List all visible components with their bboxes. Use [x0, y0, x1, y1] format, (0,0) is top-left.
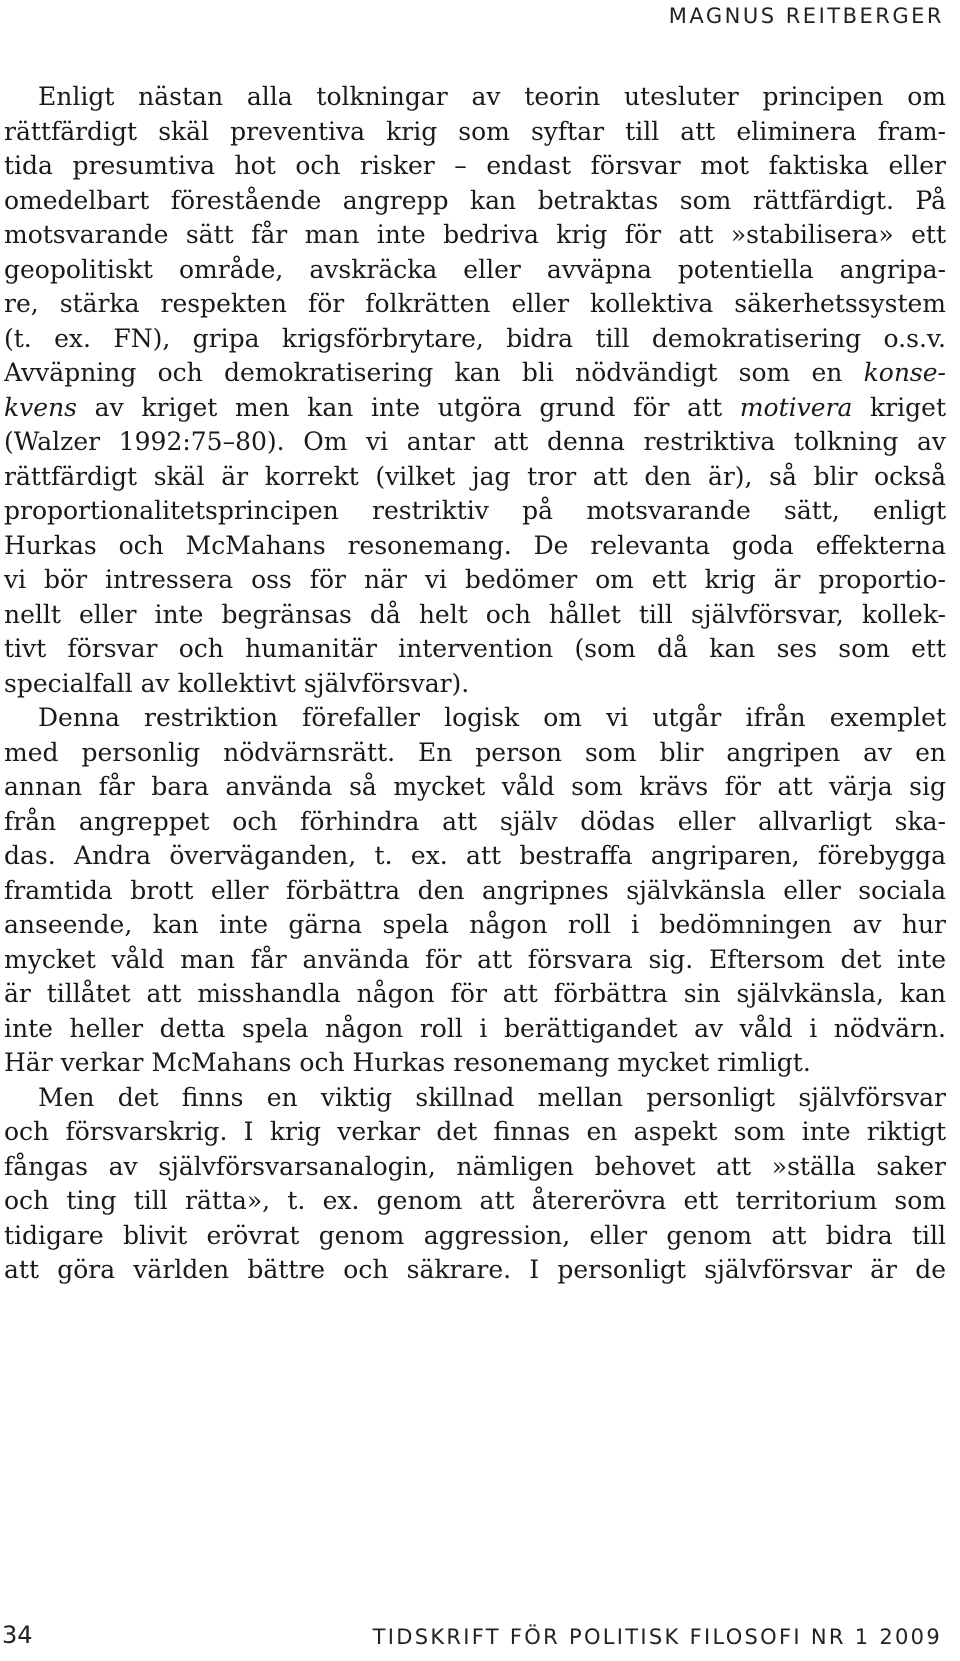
emphasis: kvens — [4, 392, 77, 422]
text-run: re, stärka respekten för folkrätten eller kollektiva säkerhetssystem — [4, 289, 946, 318]
text-run: framtida brott eller förbättra den angripnes självkänsla eller sociala — [4, 875, 946, 905]
text-line — [4, 1115, 946, 1150]
running-head-author: MAGNUS REITBERGER — [668, 4, 944, 28]
text-run: mycket våld man får använda för att försvara sig. Eftersom det inte — [4, 944, 946, 974]
text-run: Enligt nästan alla tolkningar av teorin utesluter principen om — [38, 82, 946, 111]
text-run: das. Andra överväganden, t. ex. att bestraffa angriparen, förebygga — [4, 841, 946, 870]
text-line — [4, 460, 946, 495]
body-text — [4, 80, 946, 1288]
text-run: och försvarskrig. I krig verkar det finnas en aspekt som inte riktigt — [4, 1117, 946, 1146]
text-run: nellt eller inte begränsas då helt och hållet till självförsvar, kollek- — [4, 599, 946, 629]
text-line — [4, 529, 946, 564]
text-line — [4, 874, 946, 909]
text-run: motsvarande sätt får man inte bedriva krig för att »stabilisera» ett — [4, 220, 946, 249]
text-line — [4, 770, 946, 805]
text-line — [4, 805, 946, 840]
text-line — [4, 494, 946, 529]
text-line — [4, 149, 946, 184]
text-line — [4, 356, 946, 391]
text-run: inte heller detta spela någon roll i berättigandet av våld i nödvärn. — [4, 1013, 946, 1043]
text-run: omedelbart förestående angrepp kan betraktas som rättfärdigt. På — [4, 185, 946, 215]
text-run: anseende, kan inte gärna spela någon roll i bedömningen av hur — [4, 910, 946, 939]
text-line — [4, 218, 946, 253]
text-run: proportionalitetsprincipen restriktiv på motsvarande sätt, enligt — [4, 496, 946, 525]
text-run: tidigare blivit erövrat genom aggression, eller genom att bidra till — [4, 1220, 946, 1250]
page-number: 34 — [2, 1621, 33, 1649]
text-line — [4, 632, 946, 667]
text-line — [4, 977, 946, 1012]
text-line — [4, 184, 946, 219]
text-line — [4, 1012, 946, 1047]
text-run: är tillåtet att misshandla någon för att förbättra sin självkänsla, kan — [4, 979, 946, 1008]
text-run: rättfärdigt skäl är korrekt (vilket jag tror att den är), så blir också — [4, 461, 946, 491]
text-run: Men det finns en viktig skillnad mellan personligt självförsvar — [38, 1082, 946, 1112]
text-line — [4, 425, 946, 460]
text-run: tida presumtiva hot och risker – endast försvar mot faktiska eller — [4, 151, 946, 180]
text-line — [4, 115, 946, 150]
text-run: rättfärdigt skäl preventiva krig som syftar till att eliminera fram- — [4, 116, 946, 146]
text-line — [4, 667, 946, 702]
text-run: fångas av självförsvarsanalogin, nämligen behovet att »ställa saker — [4, 1151, 946, 1181]
text-line — [4, 908, 946, 943]
text-run: från angreppet och förhindra att själv dödas eller allvarligt ska- — [4, 806, 946, 836]
text-run: och ting till rätta», t. ex. genom att återerövra ett territorium som — [4, 1186, 946, 1215]
text-run: (t. ex. FN), gripa krigsförbrytare, bidra till demokratisering o.s.v. — [4, 323, 946, 353]
emphasis: motivera — [739, 392, 853, 422]
text-run: vi bör intressera oss för när vi bedömer om ett krig är proportio- — [4, 565, 946, 594]
text-line — [4, 736, 946, 771]
text-run: (Walzer 1992:75–80). Om vi antar att denna restriktiva tolkning av — [4, 427, 946, 456]
text-line — [4, 1219, 946, 1254]
text-run: geopolitiskt område, avskräcka eller avväpna potentiella angripa- — [4, 254, 946, 284]
text-line — [4, 701, 946, 736]
text-line — [4, 253, 946, 288]
text-line — [4, 80, 946, 115]
text-run: Hurkas och McMahans resonemang. De relevanta goda effekterna — [4, 530, 946, 560]
text-line — [4, 391, 946, 426]
journal-title: TIDSKRIFT FÖR POLITISK FILOSOFI NR 1 2009 — [372, 1625, 942, 1649]
text-line — [4, 322, 946, 357]
text-run: tivt försvar och humanitär intervention (som då kan ses som ett — [4, 634, 946, 663]
text-line — [4, 943, 946, 978]
text-run: specialfall av kollektivt självförsvar). — [4, 668, 470, 698]
text-run: med personlig nödvärnsrätt. En person som blir angripen av en — [4, 737, 946, 767]
text-run: annan får bara använda så mycket våld som krävs för att värja sig — [4, 772, 946, 801]
text-line — [4, 598, 946, 633]
text-line — [4, 1046, 946, 1081]
text-line — [4, 1081, 946, 1116]
text-line — [4, 1253, 946, 1288]
text-run: Avväpning och demokratisering kan bli nödvändigt som en — [4, 358, 864, 387]
text-line — [4, 287, 946, 322]
text-run: Denna restriktion förefaller logisk om vi utgår ifrån exemplet — [38, 703, 946, 732]
text-line — [4, 1150, 946, 1185]
text-line — [4, 1184, 946, 1219]
text-line — [4, 563, 946, 598]
text-run: av kriget men kan inte utgöra grund för att — [77, 392, 740, 422]
text-run: Här verkar McMahans och Hurkas resonemang mycket rimligt. — [4, 1048, 811, 1077]
text-line — [4, 839, 946, 874]
emphasis: konse- — [863, 358, 946, 387]
text-run: att göra världen bättre och säkrare. I personligt självförsvar är de — [4, 1255, 946, 1284]
text-run: kriget — [852, 392, 946, 422]
